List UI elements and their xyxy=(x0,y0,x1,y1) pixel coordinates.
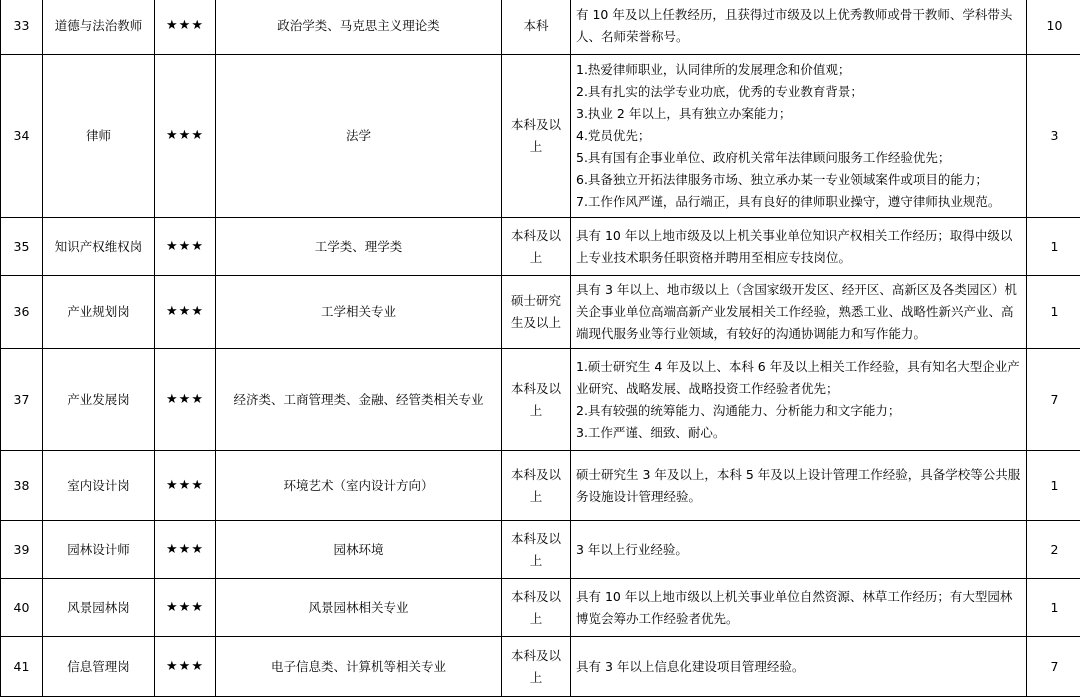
requirement-line: 3.执业 2 年以上，具有独立办案能力； xyxy=(576,103,1020,125)
job-requirements xyxy=(571,55,1027,218)
post-name: 知识产权维权岗 xyxy=(43,218,155,276)
education-text: 本科及以上 xyxy=(508,645,564,689)
education-text: 本科及以上 xyxy=(508,464,564,508)
requirement-line: 5.具有国有企事业单位、政府机关常年法律顾问服务工作经验优先； xyxy=(576,147,1020,169)
table-row xyxy=(1,579,1080,637)
row-number: 37 xyxy=(1,349,43,451)
row-number: 35 xyxy=(1,218,43,276)
major-requirement: 环境艺术（室内设计方向） xyxy=(216,451,502,521)
table-row xyxy=(1,276,1080,349)
star-rating: ★★★ xyxy=(155,218,216,276)
star-rating: ★★★ xyxy=(155,349,216,451)
requirement-line: 博览会筹办工作经验者优先。 xyxy=(576,608,1020,630)
major-requirement: 风景园林相关专业 xyxy=(216,579,502,637)
post-name: 产业规划岗 xyxy=(43,276,155,349)
headcount: 10 xyxy=(1027,0,1080,55)
requirement-line: 人、名师荣誉称号。 xyxy=(576,26,1020,48)
star-rating: ★★★ xyxy=(155,55,216,218)
education-text: 本科及以上 xyxy=(508,586,564,630)
requirement-line: 4.党员优先； xyxy=(576,125,1020,147)
education-requirement xyxy=(502,579,571,637)
education-text: 本科 xyxy=(508,15,564,37)
row-number: 34 xyxy=(1,55,43,218)
education-requirement xyxy=(502,55,571,218)
row-number: 33 xyxy=(1,0,43,55)
post-name: 室内设计岗 xyxy=(43,451,155,521)
job-requirements xyxy=(571,579,1027,637)
star-rating: ★★★ xyxy=(155,579,216,637)
table-row xyxy=(1,451,1080,521)
headcount: 2 xyxy=(1027,521,1080,579)
education-text: 本科及以上 xyxy=(508,225,564,269)
star-rating: ★★★ xyxy=(155,0,216,55)
requirement-line: 具有 10 年以上地市级及以上机关事业单位知识产权相关工作经历；取得中级以 xyxy=(576,225,1020,247)
requirement-line: 硕士研究生 3 年及以上，本科 5 年及以上设计管理工作经验，具备学校等公共服 xyxy=(576,464,1020,486)
requirement-line: 3.工作严谨、细致、耐心。 xyxy=(576,422,1020,444)
post-name: 信息管理岗 xyxy=(43,637,155,697)
headcount: 1 xyxy=(1027,218,1080,276)
headcount: 7 xyxy=(1027,637,1080,697)
table-row xyxy=(1,218,1080,276)
requirement-line: 2.具有扎实的法学专业功底，优秀的专业教育背景； xyxy=(576,81,1020,103)
row-number: 41 xyxy=(1,637,43,697)
star-rating: ★★★ xyxy=(155,521,216,579)
education-text: 本科及以上 xyxy=(508,114,564,158)
job-requirements xyxy=(571,637,1027,697)
requirement-line: 具有 10 年以上地市级以上机关事业单位自然资源、林草工作经历；有大型园林 xyxy=(576,586,1020,608)
requirement-line: 7.工作作风严谨，品行端正，具有良好的律师职业操守，遵守律师执业规范。 xyxy=(576,191,1020,213)
job-requirements xyxy=(571,451,1027,521)
star-rating: ★★★ xyxy=(155,451,216,521)
requirement-line: 1.热爱律师职业，认同律所的发展理念和价值观； xyxy=(576,59,1020,81)
requirement-line: 上专业技术职务任职资格并聘用至相应专技岗位。 xyxy=(576,247,1020,269)
requirement-line: 业研究、战略发展、战略投资工作经验者优先； xyxy=(576,378,1020,400)
education-requirement xyxy=(502,451,571,521)
table-row xyxy=(1,521,1080,579)
education-text: 本科及以上 xyxy=(508,528,564,572)
headcount: 3 xyxy=(1027,55,1080,218)
major-requirement: 工学类、理学类 xyxy=(216,218,502,276)
requirement-line: 端现代服务业等行业领域，有较好的沟通协调能力和写作能力。 xyxy=(576,323,1020,345)
row-number: 39 xyxy=(1,521,43,579)
requirement-line: 2.具有较强的统筹能力、沟通能力、分析能力和文字能力； xyxy=(576,400,1020,422)
post-name: 产业发展岗 xyxy=(43,349,155,451)
major-requirement: 电子信息类、计算机等相关专业 xyxy=(216,637,502,697)
education-requirement xyxy=(502,0,571,55)
job-requirements xyxy=(571,276,1027,349)
headcount: 1 xyxy=(1027,579,1080,637)
requirement-line: 务设施设计管理经验。 xyxy=(576,486,1020,508)
row-number: 40 xyxy=(1,579,43,637)
table-row xyxy=(1,637,1080,697)
job-table-body xyxy=(1,0,1080,697)
requirement-line: 6.具备独立开拓法律服务市场、独立承办某一专业领域案件或项目的能力； xyxy=(576,169,1020,191)
post-name: 园林设计师 xyxy=(43,521,155,579)
requirement-line: 关企事业单位高端高新产业发展相关工作经验，熟悉工业、战略性新兴产业、高 xyxy=(576,301,1020,323)
table-row xyxy=(1,349,1080,451)
row-number: 36 xyxy=(1,276,43,349)
headcount: 1 xyxy=(1027,451,1080,521)
education-requirement xyxy=(502,276,571,349)
requirement-line: 具有 3 年以上、地市级以上（含国家级开发区、经开区、高新区及各类园区）机 xyxy=(576,279,1020,301)
major-requirement: 经济类、工商管理类、金融、经管类相关专业 xyxy=(216,349,502,451)
major-requirement: 政治学类、马克思主义理论类 xyxy=(216,0,502,55)
requirement-line: 1.硕士研究生 4 年及以上、本科 6 年及以上相关工作经验，具有知名大型企业产 xyxy=(576,356,1020,378)
job-requirements xyxy=(571,218,1027,276)
major-requirement: 园林环境 xyxy=(216,521,502,579)
table-row xyxy=(1,0,1080,55)
requirement-line: 3 年以上行业经验。 xyxy=(576,539,1020,561)
headcount: 1 xyxy=(1027,276,1080,349)
post-name: 风景园林岗 xyxy=(43,579,155,637)
job-requirements xyxy=(571,521,1027,579)
education-text: 本科及以上 xyxy=(508,378,564,422)
job-requirements xyxy=(571,349,1027,451)
requirement-line: 具有 3 年以上信息化建设项目管理经验。 xyxy=(576,656,1020,678)
requirement-line: 有 10 年及以上任教经历，且获得过市级及以上优秀教师或骨干教师、学科带头 xyxy=(576,4,1020,26)
education-requirement xyxy=(502,218,571,276)
education-requirement xyxy=(502,349,571,451)
education-text: 硕士研究生及以上 xyxy=(508,290,564,334)
education-requirement xyxy=(502,637,571,697)
education-requirement xyxy=(502,521,571,579)
post-name: 律师 xyxy=(43,55,155,218)
job-requirements xyxy=(571,0,1027,55)
table-row xyxy=(1,55,1080,218)
major-requirement: 法学 xyxy=(216,55,502,218)
headcount: 7 xyxy=(1027,349,1080,451)
post-name: 道德与法治教师 xyxy=(43,0,155,55)
star-rating: ★★★ xyxy=(155,276,216,349)
major-requirement: 工学相关专业 xyxy=(216,276,502,349)
row-number: 38 xyxy=(1,451,43,521)
star-rating: ★★★ xyxy=(155,637,216,697)
